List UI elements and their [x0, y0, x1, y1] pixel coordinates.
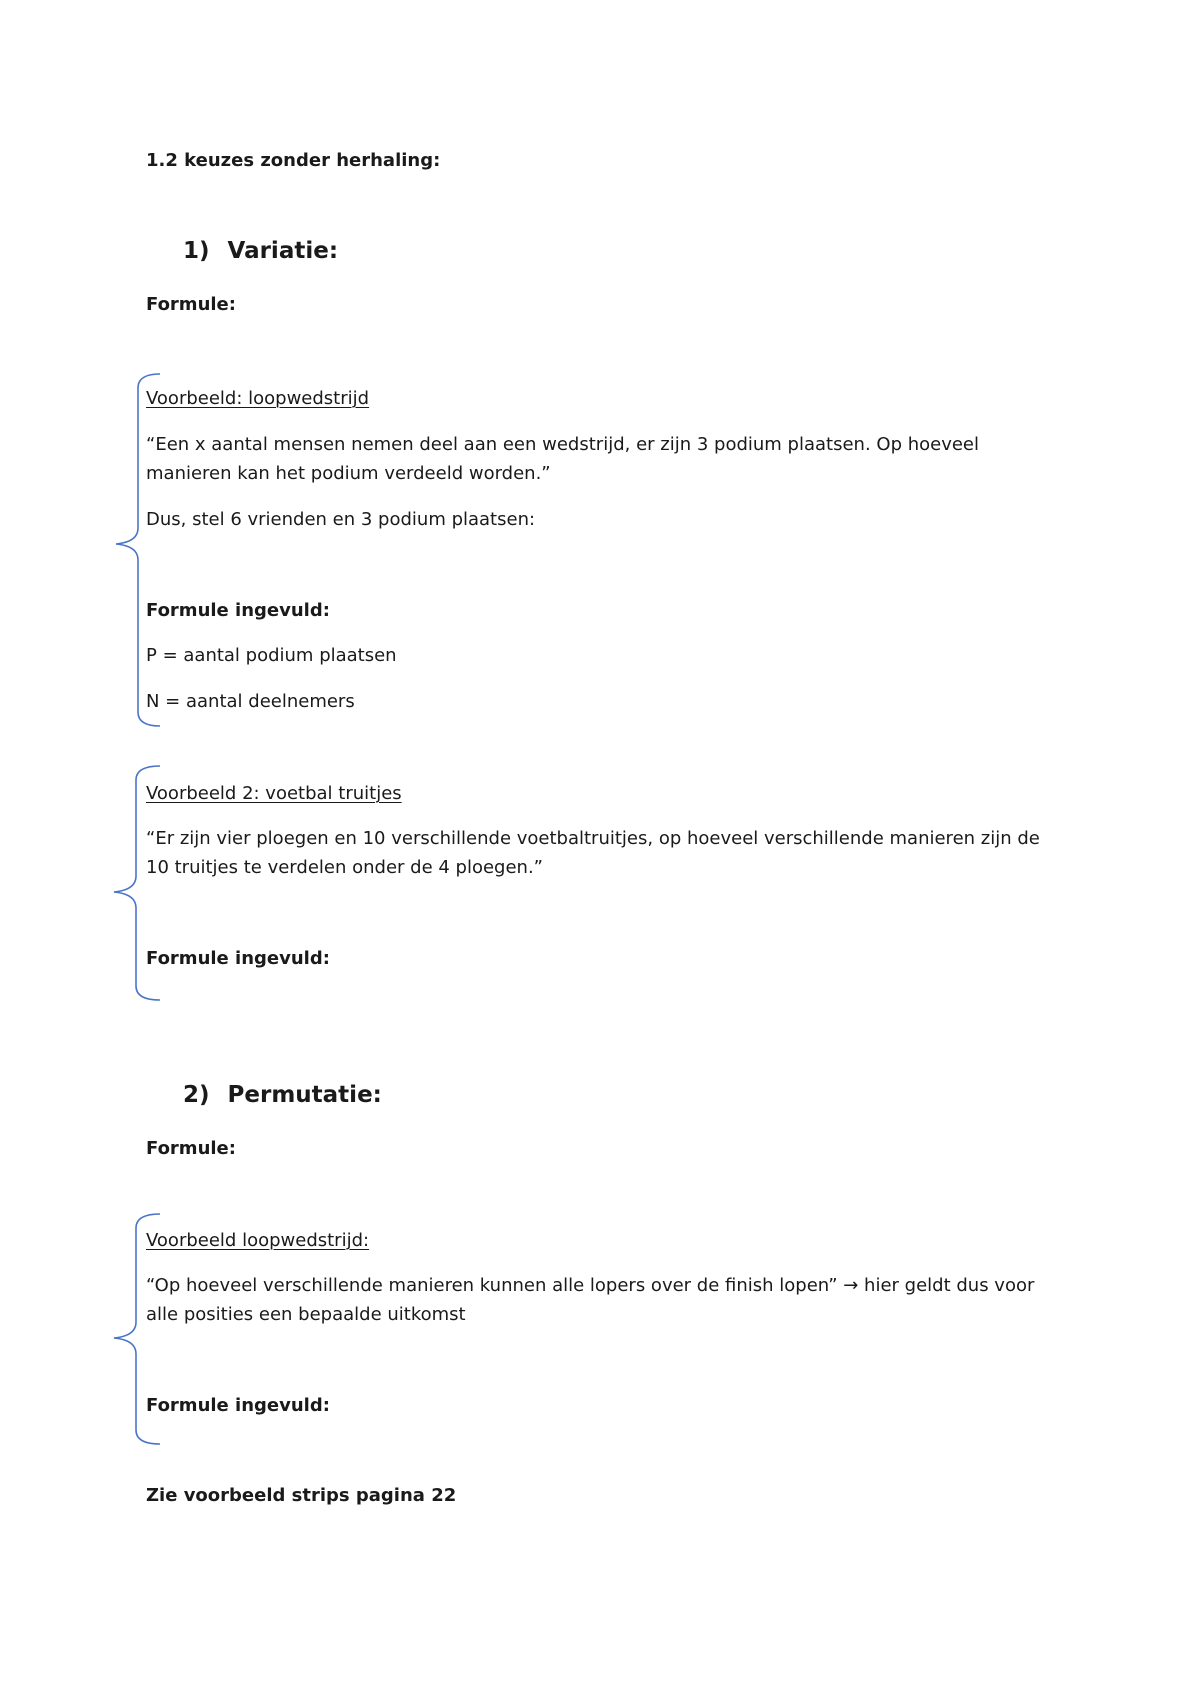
example-quote-line: 10 truitjes te verdelen onder de 4 ploegen.” [146, 857, 544, 878]
heading-number: 1) [183, 238, 210, 264]
example-text: Dus, stel 6 vrienden en 3 podium plaatsen: [146, 509, 536, 530]
example-title: Voorbeeld: loopwedstrijd [146, 388, 370, 409]
heading-permutatie [183, 1082, 382, 1108]
definition-p: P = aantal podium plaatsen [146, 645, 397, 666]
formule-filled-label: Formule ingevuld: [146, 1395, 330, 1416]
heading-text: Variatie: [227, 238, 339, 264]
formule-label: Formule: [146, 1138, 236, 1159]
heading-text: Permutatie: [227, 1082, 382, 1108]
example-quote-line: alle posities een bepaalde uitkomst [146, 1304, 466, 1325]
heading-variatie [183, 238, 338, 264]
example-quote-line: “Op hoeveel verschillende manieren kunnen alle lopers over de finish lopen” → hier geldt dus voor [146, 1275, 1035, 1296]
example-quote-line: “Er zijn vier ploegen en 10 verschillende voetbaltruitjes, op hoeveel verschillende manieren zijn de [146, 828, 1040, 849]
section-title: 1.2 keuzes zonder herhaling: [146, 150, 441, 171]
example-title: Voorbeeld loopwedstrijd: [146, 1230, 370, 1251]
heading-number: 2) [183, 1082, 210, 1108]
bracket-example-1 [110, 370, 170, 730]
formule-filled-label: Formule ingevuld: [146, 600, 330, 621]
footer-note: Zie voorbeeld strips pagina 22 [146, 1485, 457, 1506]
example-quote-line: manieren kan het podium verdeeld worden.” [146, 463, 551, 484]
definition-n: N = aantal deelnemers [146, 691, 355, 712]
formule-filled-label: Formule ingevuld: [146, 948, 330, 969]
formule-label: Formule: [146, 294, 236, 315]
example-title: Voorbeeld 2: voetbal truitjes [146, 783, 402, 804]
example-quote-line: “Een x aantal mensen nemen deel aan een wedstrijd, er zijn 3 podium plaatsen. Op hoeveel [146, 434, 980, 455]
